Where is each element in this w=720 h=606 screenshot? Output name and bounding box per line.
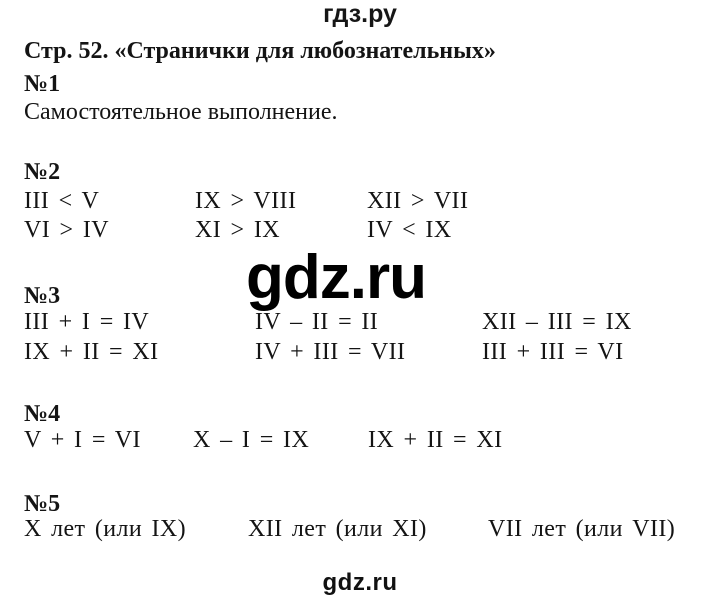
expression: III + I = IV [24,309,150,335]
task-2-row-1 [24,188,468,214]
expression: VI > IV [24,217,109,243]
task-3-label: №3 [24,283,61,309]
answer-item: XII лет (или XI) [248,516,427,542]
expression: V + I = VI [24,427,141,453]
site-header-logo: гдз.ру [323,0,397,28]
expression: III + III = VI [482,339,624,365]
expression: IV – II = II [255,309,379,335]
task-4-label: №4 [24,401,61,427]
answer-item: VII лет (или VII) [488,516,676,542]
watermark-logo: gdz.ru [246,243,426,312]
expression: III < V [24,188,100,214]
task-2-label: №2 [24,159,61,185]
task-5-row-1 [24,516,675,542]
task-5-label: №5 [24,491,61,517]
task-2-row-2 [24,217,452,243]
expression: IX + II = XI [368,427,503,453]
expression: XII > VII [367,188,469,214]
site-footer-logo: gdz.ru [322,569,398,596]
expression: XII – III = IX [482,309,632,335]
task-1-answer: Самостоятельное выполнение. [24,99,338,125]
expression: IV < IX [367,217,452,243]
task-3-row-2 [24,339,624,365]
expression: XI > IX [195,217,280,243]
page-title: Стр. 52. «Странички для любознательных» [24,38,496,64]
task-4-row-1 [24,427,503,453]
expression: IV + III = VII [255,339,406,365]
expression: IX + II = XI [24,339,159,365]
answer-item: X лет (или IX) [24,516,187,542]
task-1-label: №1 [24,71,61,97]
expression: X – I = IX [193,427,310,453]
task-3-row-1 [24,309,632,335]
expression: IX > VIII [195,188,297,214]
